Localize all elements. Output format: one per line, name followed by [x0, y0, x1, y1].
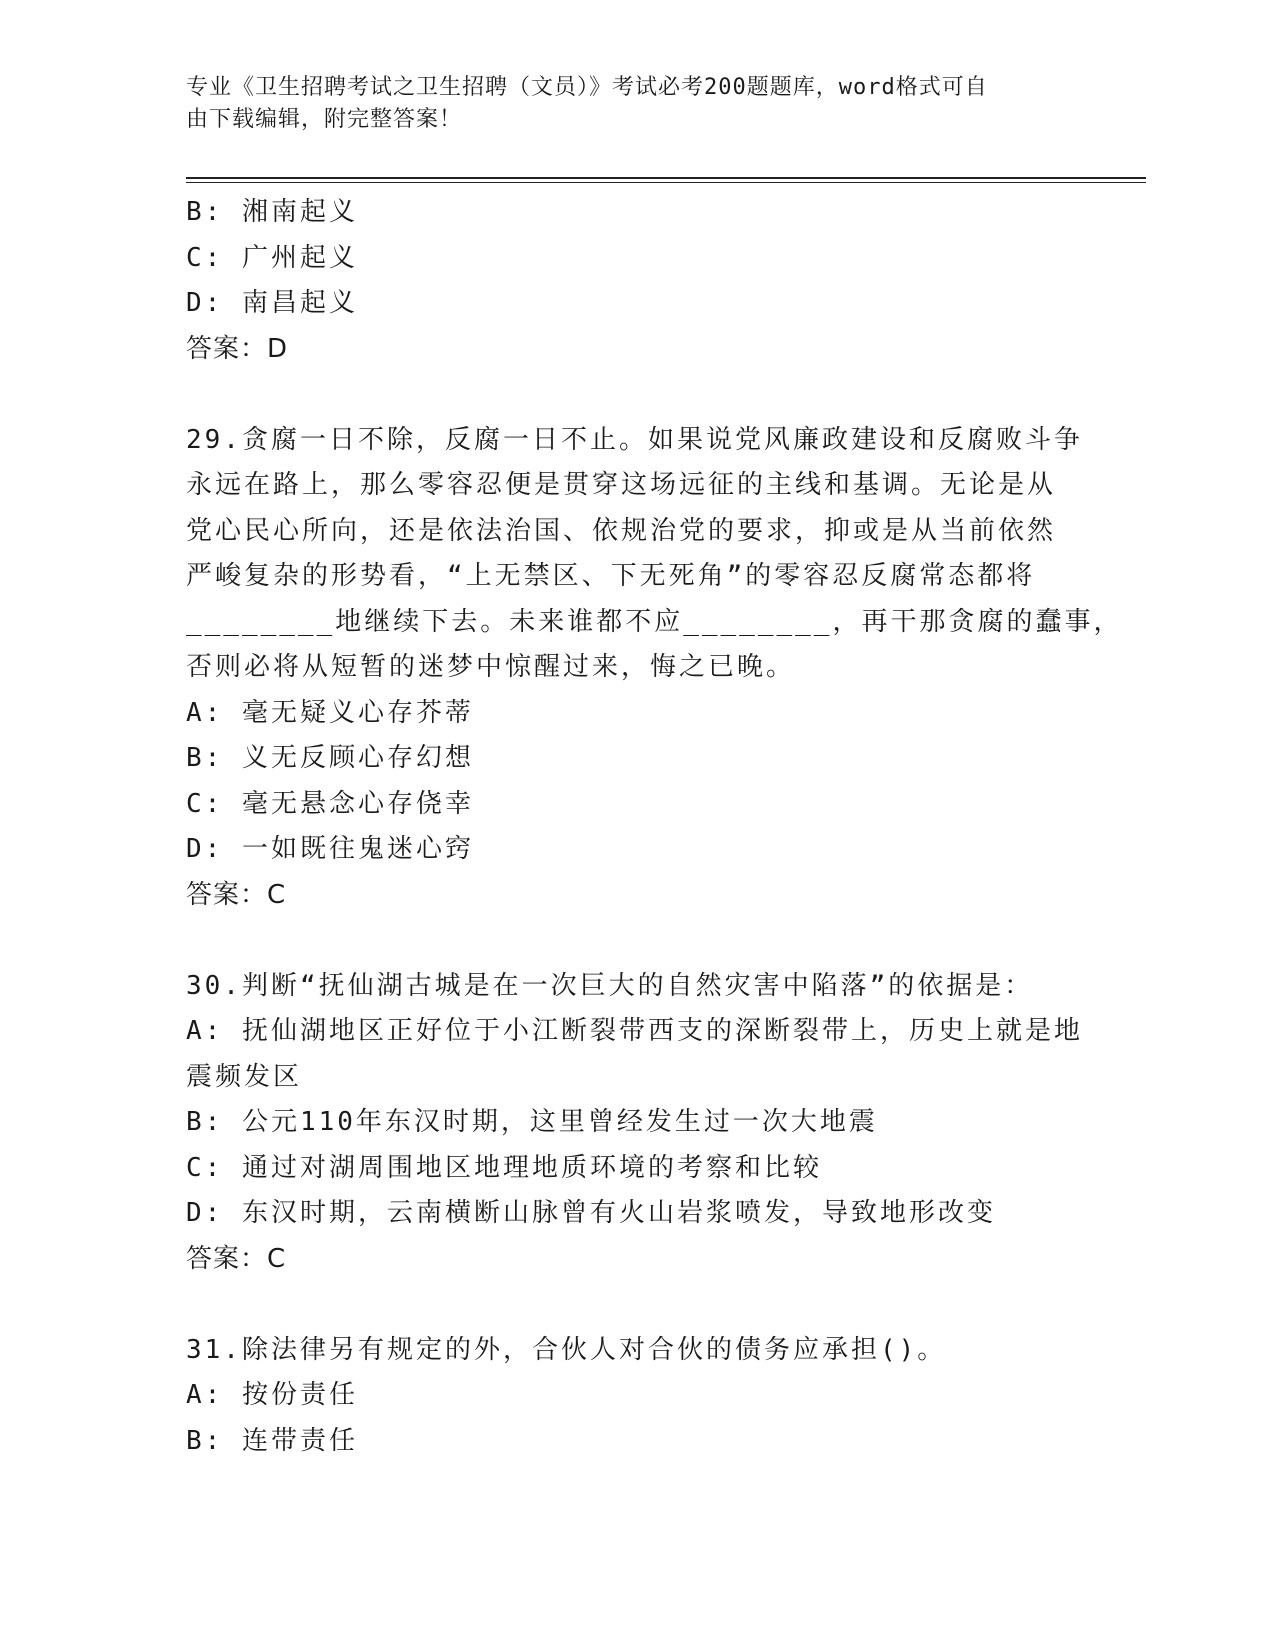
- question-28-fragment: [186, 190, 1086, 372]
- answer: 答案：C: [186, 1243, 287, 1274]
- question-30: [186, 964, 1086, 1283]
- spacer: [186, 918, 1086, 964]
- header-line-1: 专业《卫生招聘考试之卫生招聘（文员）》考试必考200题题库，word格式可自: [186, 75, 988, 100]
- question-stem-line: 否则必将从短暂的迷梦中惊醒过来，悔之已晚。: [186, 652, 796, 682]
- option-b: B: 公元110年东汉时期，这里曾经发生过一次大地震: [186, 1107, 878, 1137]
- option-d: D: 一如既往鬼迷心窍: [186, 834, 474, 864]
- answer: 答案：C: [186, 879, 287, 910]
- question-stem-line: 31.除法律另有规定的外，合伙人对合伙的债务应承担()。: [186, 1334, 947, 1365]
- document-body: [186, 190, 1123, 1464]
- question-stem-line: 29.贪腐一日不除，反腐一日不止。如果说党风廉政建设和反腐败斗争: [186, 424, 1083, 455]
- option-d: D: 东汉时期，云南横断山脉曾有火山岩浆喷发，导致地形改变: [186, 1198, 996, 1228]
- option-a-continued: 震频发区: [186, 1061, 303, 1092]
- header-rule-thick: [186, 177, 1146, 179]
- question-stem-line: 永远在路上，那么零容忍便是贯穿这场远征的主线和基调。无论是从: [186, 470, 1057, 500]
- question-stem-line: 党心民心所向，还是依法治国、依规治党的要求，抑或是从当前依然: [186, 515, 1057, 546]
- answer: 答案：D: [186, 333, 289, 364]
- page-header: [186, 72, 1066, 136]
- option-a: A: 抚仙湖地区正好位于小江断裂带西支的深断裂带上，历史上就是地: [186, 1016, 1083, 1046]
- option-c: C: 通过对湖周围地区地理地质环境的考察和比较: [186, 1152, 822, 1183]
- option-b: B: 连带责任: [186, 1425, 358, 1456]
- question-stem-line: 30.判断“抚仙湖古城是在一次巨大的自然灾害中陷落”的依据是：: [186, 970, 1034, 1001]
- question-stem-line: ________地继续下去。未来谁都不应________，再干那贪腐的蠢事，: [186, 606, 1123, 637]
- question-31: [186, 1328, 1086, 1465]
- option-d: D: 南昌起义: [186, 288, 358, 318]
- option-c: C: 毫无悬念心存侥幸: [186, 788, 474, 819]
- option-b: B: 义无反顾心存幻想: [186, 743, 474, 773]
- option-a: A: 按份责任: [186, 1380, 358, 1410]
- header-line-2: 由下载编辑，附完整答案！: [186, 107, 463, 132]
- spacer: [186, 1282, 1086, 1328]
- option-c: C: 广州起义: [186, 242, 358, 273]
- header-rule-thin: [186, 182, 1146, 183]
- spacer: [186, 372, 1086, 418]
- option-a: A: 毫无疑义心存芥蒂: [186, 697, 474, 728]
- question-stem-line: 严峻复杂的形势看，“上无禁区、下无死角”的零容忍反腐常态都将: [186, 561, 1036, 591]
- question-29: [186, 418, 1123, 919]
- option-b: B: 湘南起义: [186, 197, 358, 227]
